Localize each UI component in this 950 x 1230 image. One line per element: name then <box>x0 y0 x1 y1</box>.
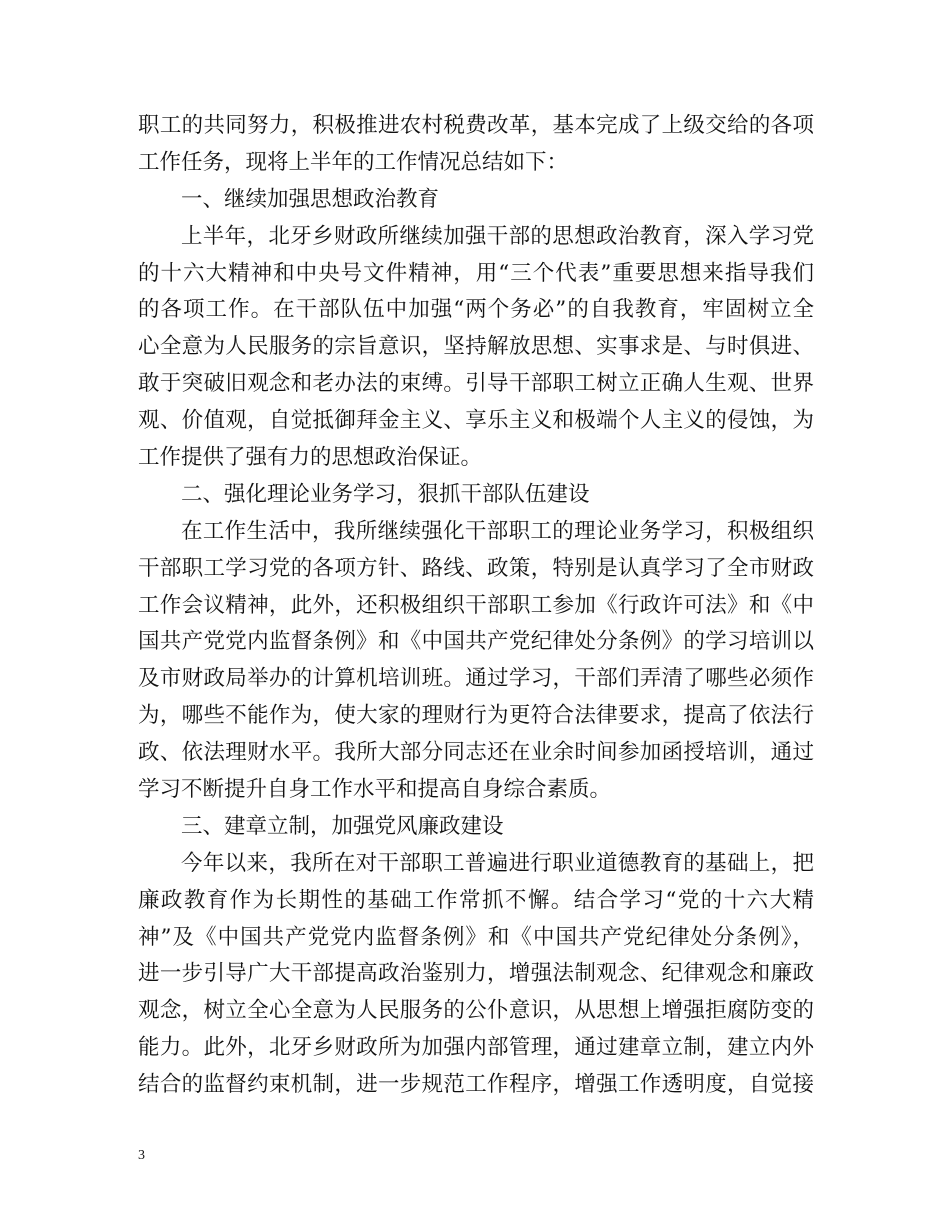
section-heading: 二、强化理论业务学习，狠抓干部队伍建设 <box>181 481 590 507</box>
section-heading: 一、继续加强思想政治教育 <box>181 186 440 212</box>
text-line: 心全意为人民服务的宗旨意识，坚持解放思想、实事求是、与时俱进、 <box>138 334 814 360</box>
text-line: 观念，树立全心全意为人民服务的公仆意识，从思想上增强拒腐防变的 <box>138 998 814 1024</box>
text-line: 政、依法理财水平。我所大部分同志还在业余时间参加函授培训，通过 <box>138 740 814 766</box>
text-line: 敢于突破旧观念和老办法的束缚。引导干部职工树立正确人生观、世界 <box>138 371 814 397</box>
text-line: 进一步引导广大干部提高政治鉴别力，增强法制观念、纪律观念和廉政 <box>138 961 814 987</box>
text-line: 能力。此外，北牙乡财政所为加强内部管理，通过建章立制，建立内外 <box>138 1035 814 1061</box>
text-line: 干部职工学习党的各项方针、路线、政策，特别是认真学习了全市财政 <box>138 555 814 581</box>
text-line: 神”及《中国共产党党内监督条例》和《中国共产党纪律处分条例》， <box>138 924 814 950</box>
text-line: 工作任务，现将上半年的工作情况总结如下： <box>138 149 569 175</box>
text-line: 工作提供了强有力的思想政治保证。 <box>138 445 483 471</box>
text-line: 及市财政局举办的计算机培训班。通过学习，干部们弄清了哪些必须作 <box>138 666 814 692</box>
text-line: 学习不断提升自身工作水平和提高自身综合素质。 <box>138 777 612 803</box>
text-line: 职工的共同努力，积极推进农村税费改革，基本完成了上级交给的各项 <box>138 113 814 138</box>
page-number: 3 <box>138 1148 145 1163</box>
section-heading: 三、建章立制，加强党风廉政建设 <box>181 813 504 839</box>
text-line: 为，哪些不能作为，使大家的理财行为更符合法律要求，提高了依法行 <box>138 703 814 729</box>
text-line: 结合的监督约束机制，进一步规范工作程序，增强工作透明度，自觉接 <box>138 1072 814 1098</box>
text-line: 上半年，北牙乡财政所继续加强干部的思想政治教育，深入学习党 <box>181 223 814 249</box>
text-line: 国共产党党内监督条例》和《中国共产党纪律处分条例》的学习培训以 <box>138 629 814 655</box>
text-line: 的十六大精神和中央号文件精神，用“三个代表”重要思想来指导我们 <box>138 260 814 286</box>
text-line: 观、价值观，自觉抵御拜金主义、享乐主义和极端个人主义的侵蚀，为 <box>138 408 814 434</box>
text-line: 在工作生活中，我所继续强化干部职工的理论业务学习，积极组织 <box>181 518 814 544</box>
text-line: 今年以来，我所在对干部职工普遍进行职业道德教育的基础上，把 <box>181 850 814 876</box>
text-line: 廉政教育作为长期性的基础工作常抓不懈。结合学习“党的十六大精 <box>138 887 814 913</box>
text-line: 的各项工作。在干部队伍中加强“两个务必”的自我教育，牢固树立全 <box>138 297 814 323</box>
document-body <box>138 108 814 1104</box>
text-line: 工作会议精神，此外，还积极组织干部职工参加《行政许可法》和《中 <box>138 592 814 618</box>
